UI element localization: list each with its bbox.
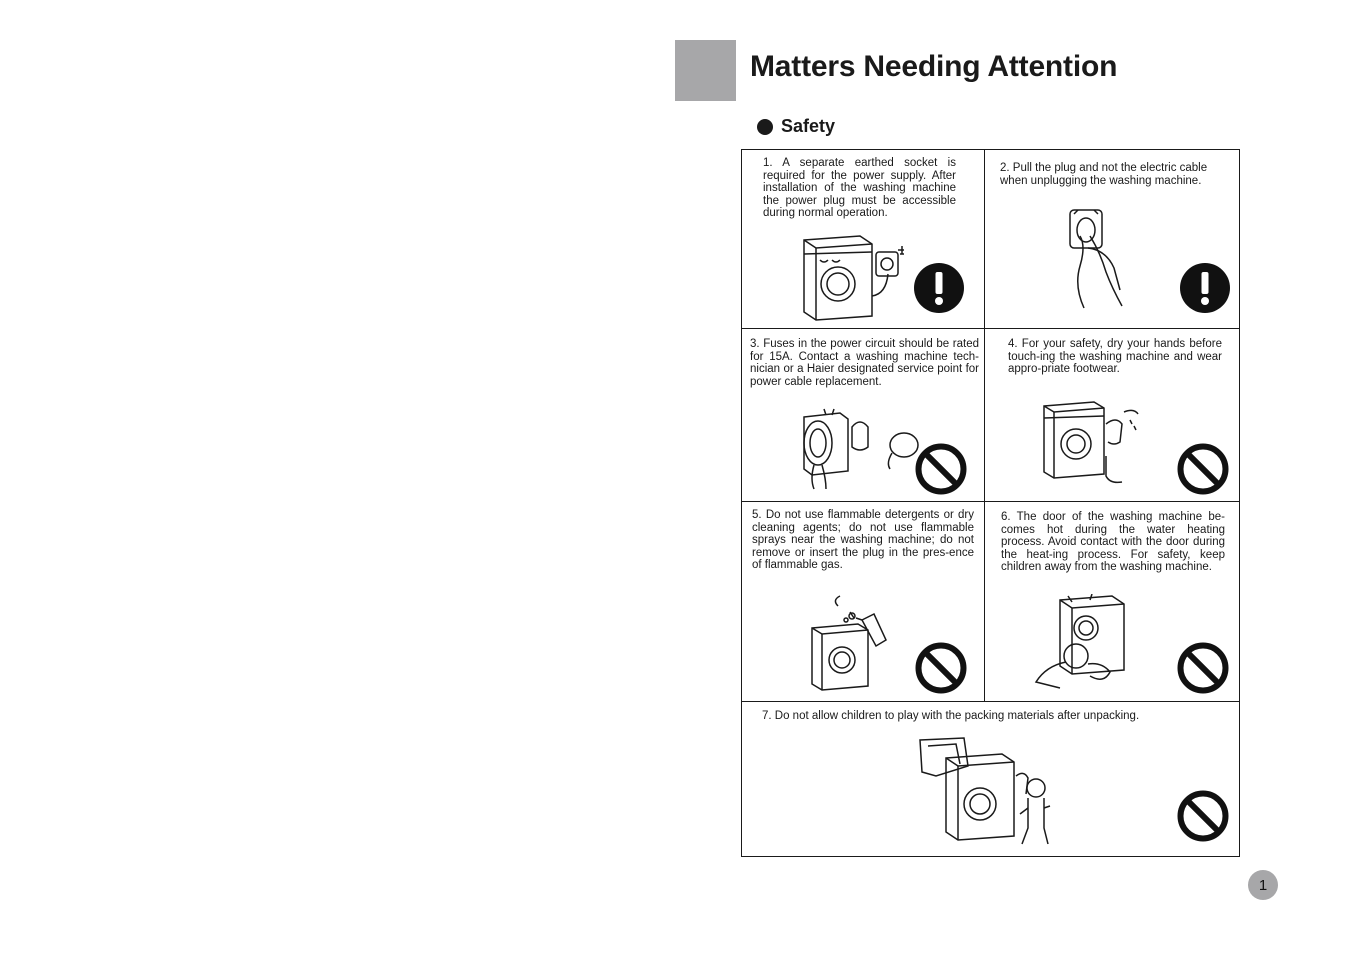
safety-item-4-text: 4. For your safety, dry your hands before touch-ing the washing machine and wear appro-priate footwear. xyxy=(1008,338,1222,375)
flammable-spray-icon xyxy=(808,594,890,692)
safety-item-6-text: 6. The door of the washing machine be-comes hot during the water heating process. Avoid contact with the door during the heat-ing process. For safety, keep children away from the washing machine. xyxy=(1001,511,1225,573)
bullet-icon xyxy=(757,119,773,135)
washing-machine-socket-icon xyxy=(800,230,910,322)
safety-item-1-text: 1. A separate earthed socket is required for the power supply. After installation of the washing machine the power plug must be accessible during normal operation. xyxy=(763,157,956,219)
mandatory-icon xyxy=(914,263,964,313)
column-divider xyxy=(984,150,985,701)
safety-item-3-text: 3. Fuses in the power circuit should be rated for 15A. Contact a washing machine tech-nician or a Haier designated service point for power cable replacement. xyxy=(750,338,979,388)
safety-item-5-text: 5. Do not use flammable detergents or dry cleaning agents; do not use flammable sprays near the washing machine; do not remove or insert the plug in the pres-ence of flammable gas. xyxy=(752,509,974,571)
mandatory-icon xyxy=(1180,263,1230,313)
row-divider xyxy=(742,501,1239,502)
child-near-machine-icon xyxy=(1032,594,1138,692)
prohibited-icon xyxy=(1177,642,1229,694)
safety-item-7-text: 7. Do not allow children to play with the packing materials after unpacking. xyxy=(762,710,1140,722)
page-number: 1 xyxy=(1248,870,1278,900)
section-heading xyxy=(757,116,835,137)
prohibited-icon xyxy=(1177,443,1229,495)
page-title: Matters Needing Attention xyxy=(750,50,1118,83)
row-divider xyxy=(742,328,1239,329)
safety-table xyxy=(741,149,1240,857)
fuse-socket-icon xyxy=(800,407,926,491)
header-gray-block xyxy=(675,40,736,101)
prohibited-icon xyxy=(915,443,967,495)
children-packing-materials-icon xyxy=(916,736,1054,852)
prohibited-icon xyxy=(915,642,967,694)
section-label: Safety xyxy=(781,116,836,136)
unplug-hand-icon xyxy=(1060,206,1145,310)
prohibited-icon xyxy=(1177,790,1229,842)
wet-hands-machine-icon xyxy=(1040,396,1140,490)
row-divider xyxy=(742,701,1239,702)
safety-item-2-text: 2. Pull the plug and not the electric cable when unplugging the washing machine. xyxy=(1000,162,1208,187)
